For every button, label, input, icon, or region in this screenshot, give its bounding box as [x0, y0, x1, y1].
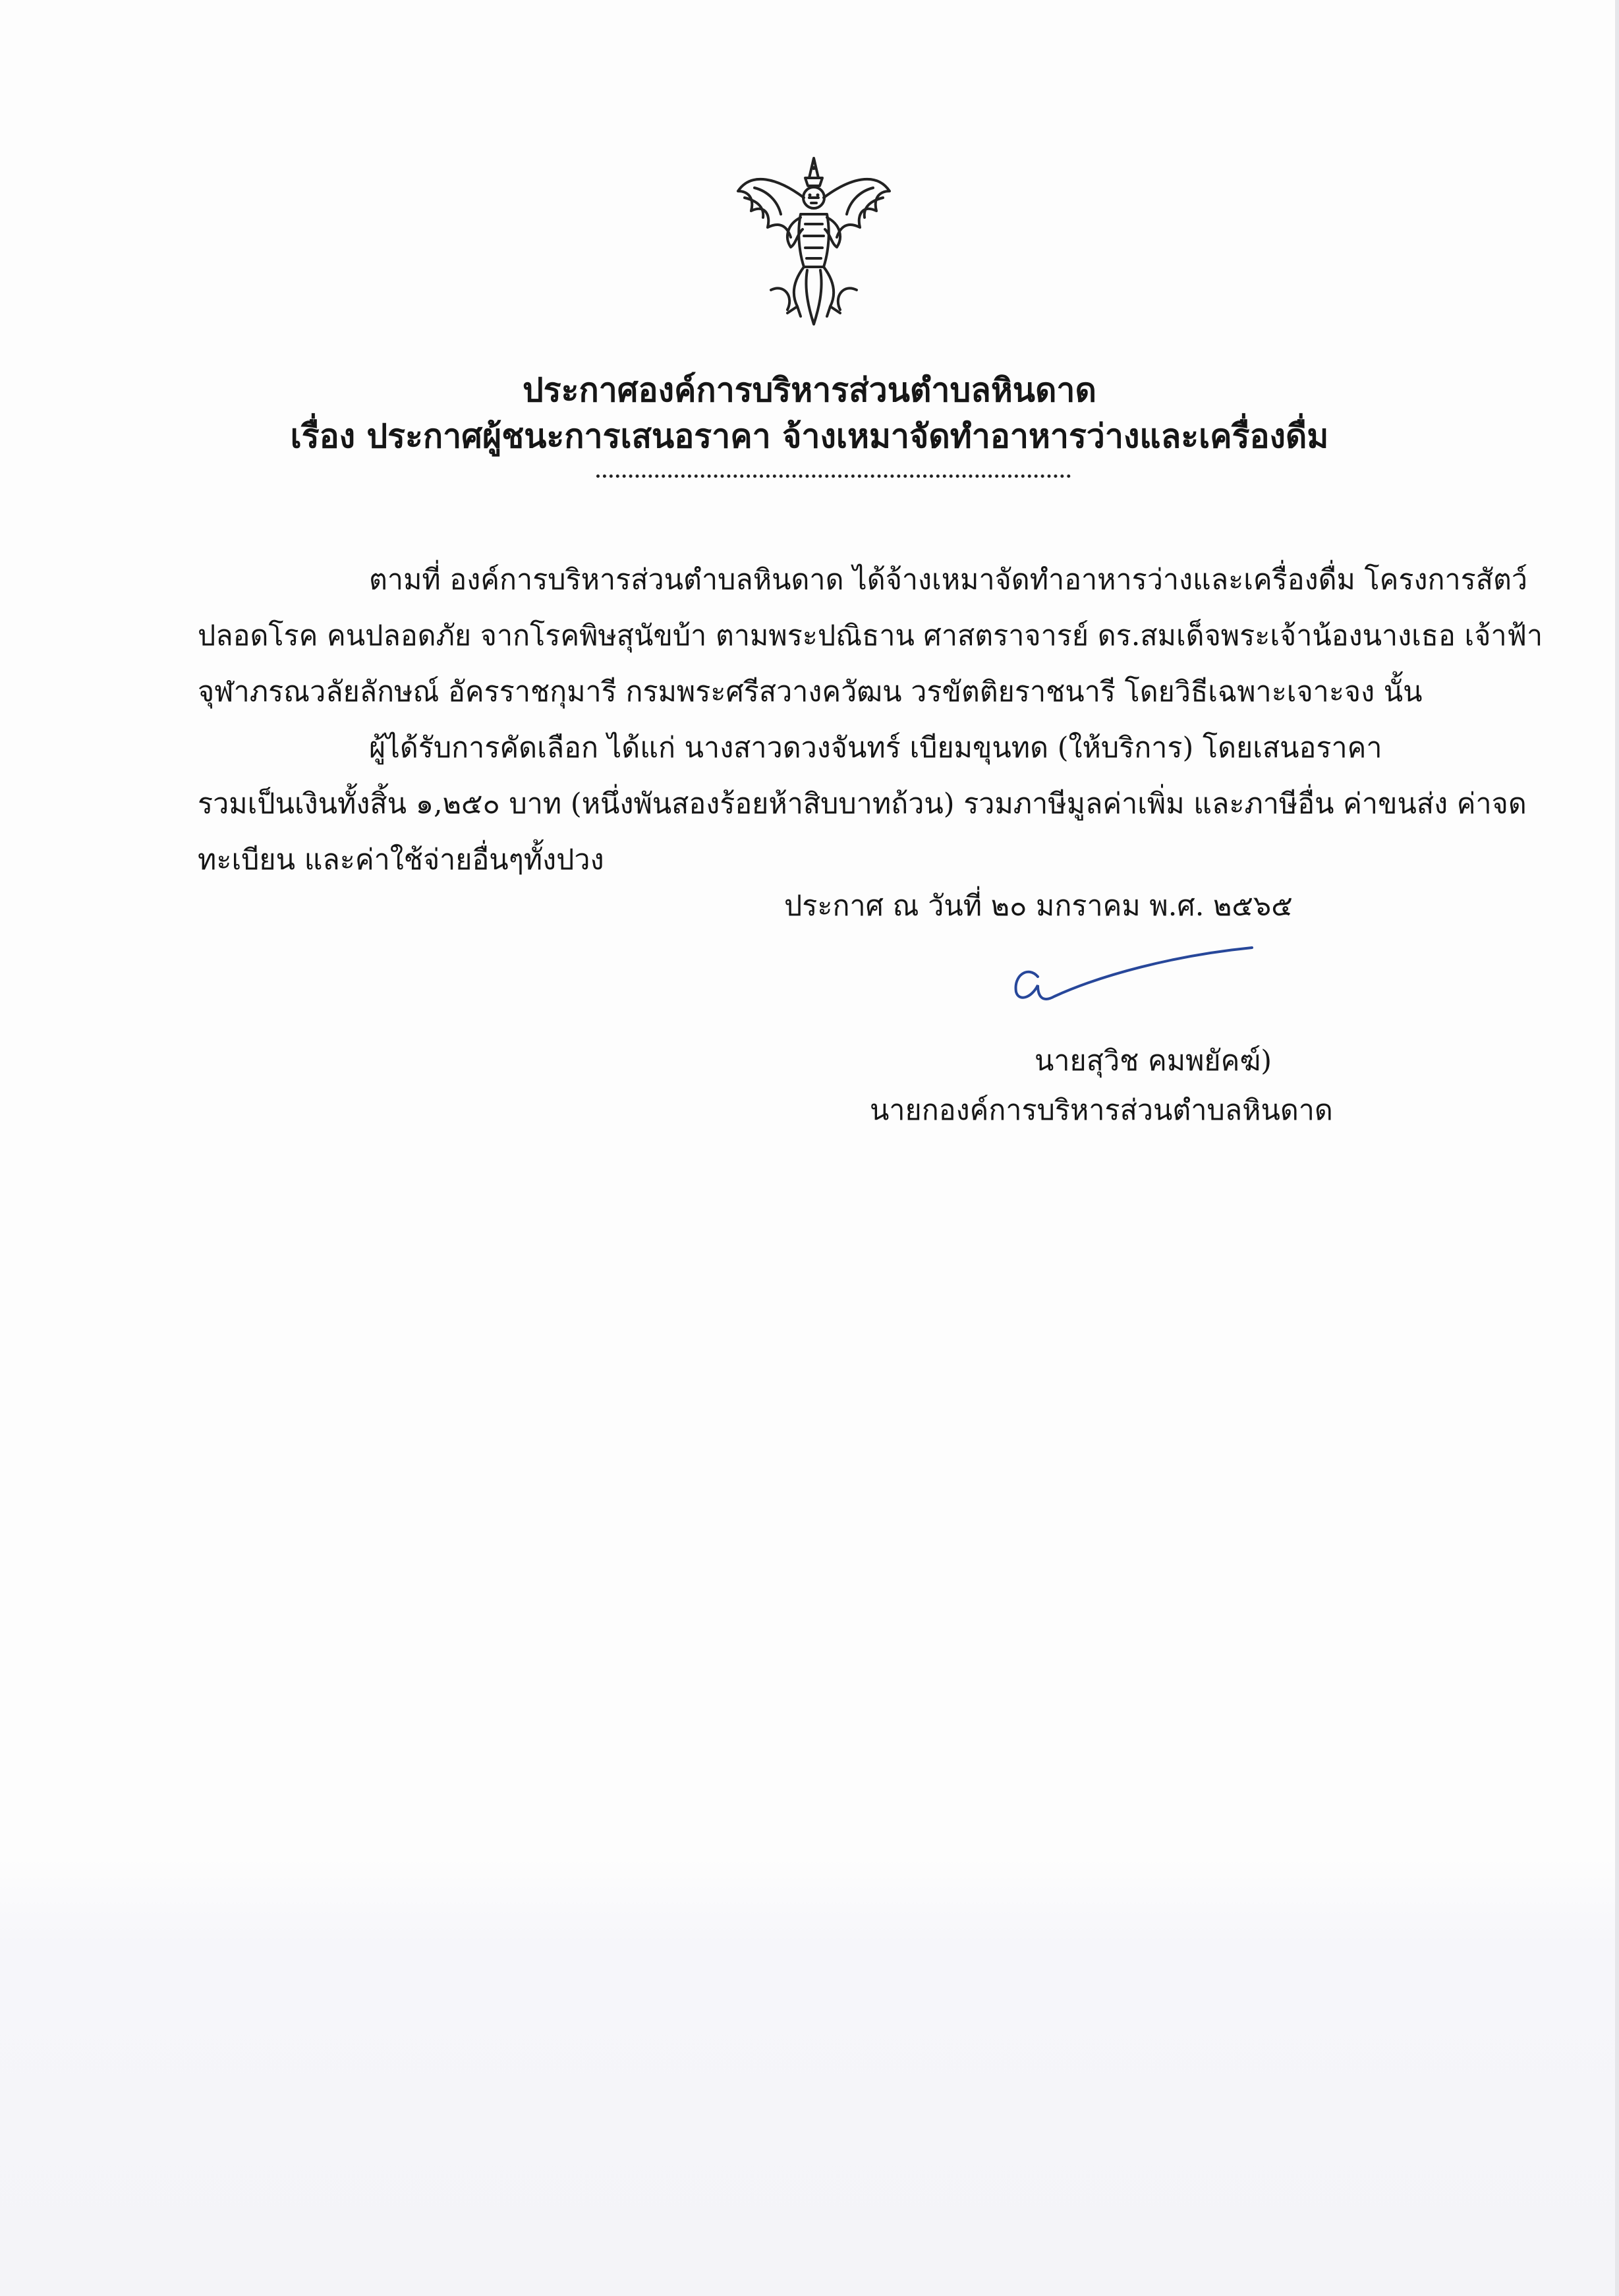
handwritten-signature-icon	[1002, 936, 1265, 1015]
scan-edge	[1615, 0, 1619, 2296]
paragraph-1-line-1: ตามที่ องค์การบริหารส่วนตำบลหินดาด ได้จ้างเหมาจัดทำอาหารว่างและเครื่องดื่ม โครงการสัตว์	[369, 563, 1528, 596]
announcement-title: ประกาศองค์การบริหารส่วนตำบลหินดาด	[523, 370, 1096, 409]
paragraph-2-line-1: ผู้ได้รับการคัดเลือก ได้แก่ นางสาวดวงจันทร์ เบียมขุนทด (ให้บริการ) โดยเสนอราคา	[369, 732, 1382, 764]
paragraph-2-line-2: รวมเป็นเงินทั้งสิ้น ๑,๒๕๐ บาท (หนึ่งพันสองร้อยห้าสิบบาทถ้วน) รวมภาษีมูลค่าเพิ่ม และภาษีอื่น ค่าขนส่ง ค่าจด	[198, 788, 1527, 820]
paragraph-2-line-3: ทะเบียน และค่าใช้จ่ายอื่นๆทั้งปวง	[198, 844, 604, 876]
garuda-emblem-icon	[731, 152, 896, 330]
signer-name: นายสุวิช คมพยัคฆ์)	[1035, 1045, 1272, 1077]
scan-background	[0, 1858, 1619, 2296]
signer-position: นายกองค์การบริหารส่วนตำบลหินดาด	[870, 1094, 1333, 1127]
paragraph-1-line-3: จุฬาภรณวลัยลักษณ์ อัครราชกุมารี กรมพระศรีสวางควัฒน วรขัตติยราชนารี โดยวิธีเฉพาะเจาะจง นั้น	[198, 675, 1423, 708]
paragraph-1-line-2: ปลอดโรค คนปลอดภัย จากโรคพิษสุนัขบ้า ตามพระปณิธาน ศาสตราจารย์ ดร.สมเด็จพระเจ้าน้องนางเธอ เจ้าฟ้า	[198, 619, 1543, 652]
announcement-date: ประกาศ ณ วันที่ ๒๐ มกราคม พ.ศ. ๒๕๖๕	[784, 890, 1293, 923]
dotted-divider	[596, 474, 1071, 478]
announcement-subject: เรื่อง ประกาศผู้ชนะการเสนอราคา จ้างเหมาจัดทำอาหารว่างและเครื่องดื่ม	[290, 416, 1329, 455]
